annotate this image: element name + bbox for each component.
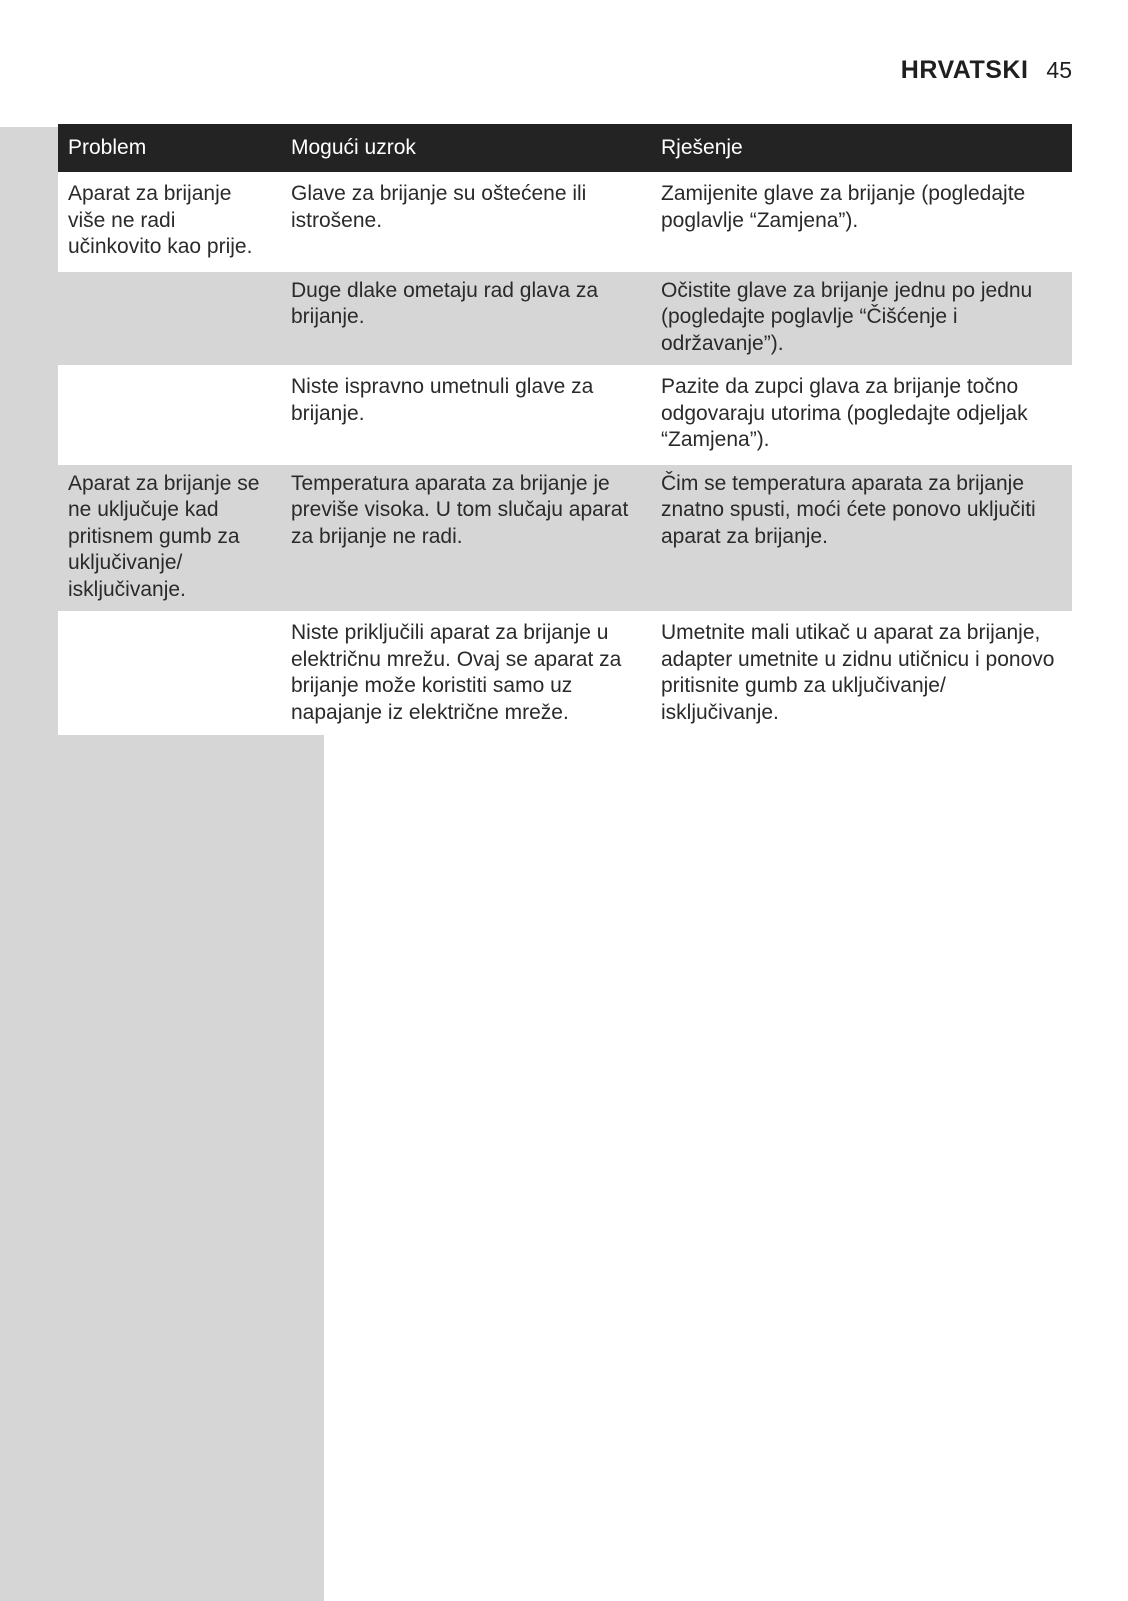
column-header-solution: Rješenje — [651, 124, 1072, 174]
cause-cell: Niste ispravno umetnuli glave za brijanje. — [281, 367, 651, 464]
cause-cell: Temperatura aparata za brijanje je previše visoka. U tom slučaju aparat za brijanje ne radi. — [281, 463, 651, 613]
problem-cell: Aparat za brijanje se ne uključuje kad pritisnem gumb za uključivanje/ isključivanje. — [58, 463, 281, 613]
cause-cell: Niste priključili aparat za brijanje u električnu mrežu. Ovaj se aparat za brijanje može koristiti samo uz napajanje iz električne mreže. — [281, 613, 651, 735]
table-row — [58, 174, 1072, 271]
table-header-row — [58, 124, 1072, 174]
language-title: HRVATSKI — [900, 56, 1029, 84]
page-header — [901, 56, 1072, 85]
solution-cell: Čim se temperatura aparata za brijanje znatno spusti, moći ćete ponovo uključiti aparat za brijanje. — [651, 463, 1072, 613]
cause-cell: Duge dlake ometaju rad glava za brijanje. — [281, 270, 651, 367]
problem-cell — [58, 613, 281, 735]
solution-cell: Pazite da zupci glava za brijanje točno odgovaraju utorima (pogledajte odjeljak “Zamjena”). — [651, 367, 1072, 464]
solution-cell: Umetnite mali utikač u aparat za brijanje, adapter umetnite u zidnu utičnicu i ponovo pritisnite gumb za uključivanje/ isključivanje. — [651, 613, 1072, 735]
solution-cell: Zamijenite glave za brijanje (pogledajte poglavlje “Zamjena”). — [651, 174, 1072, 271]
column-header-cause: Mogući uzrok — [281, 124, 651, 174]
table-row — [58, 367, 1072, 464]
troubleshooting-table — [58, 124, 1072, 735]
solution-cell: Očistite glave za brijanje jednu po jednu (pogledajte poglavlje “Čišćenje i održavanje”). — [651, 270, 1072, 367]
page-number: 45 — [1046, 57, 1072, 83]
cause-cell: Glave za brijanje su oštećene ili istrošene. — [281, 174, 651, 271]
problem-cell — [58, 270, 281, 367]
table-row — [58, 463, 1072, 613]
table-row — [58, 613, 1072, 735]
problem-cell: Aparat za brijanje više ne radi učinkovito kao prije. — [58, 174, 281, 271]
problem-cell — [58, 367, 281, 464]
column-header-problem: Problem — [58, 124, 281, 174]
table-row — [58, 270, 1072, 367]
